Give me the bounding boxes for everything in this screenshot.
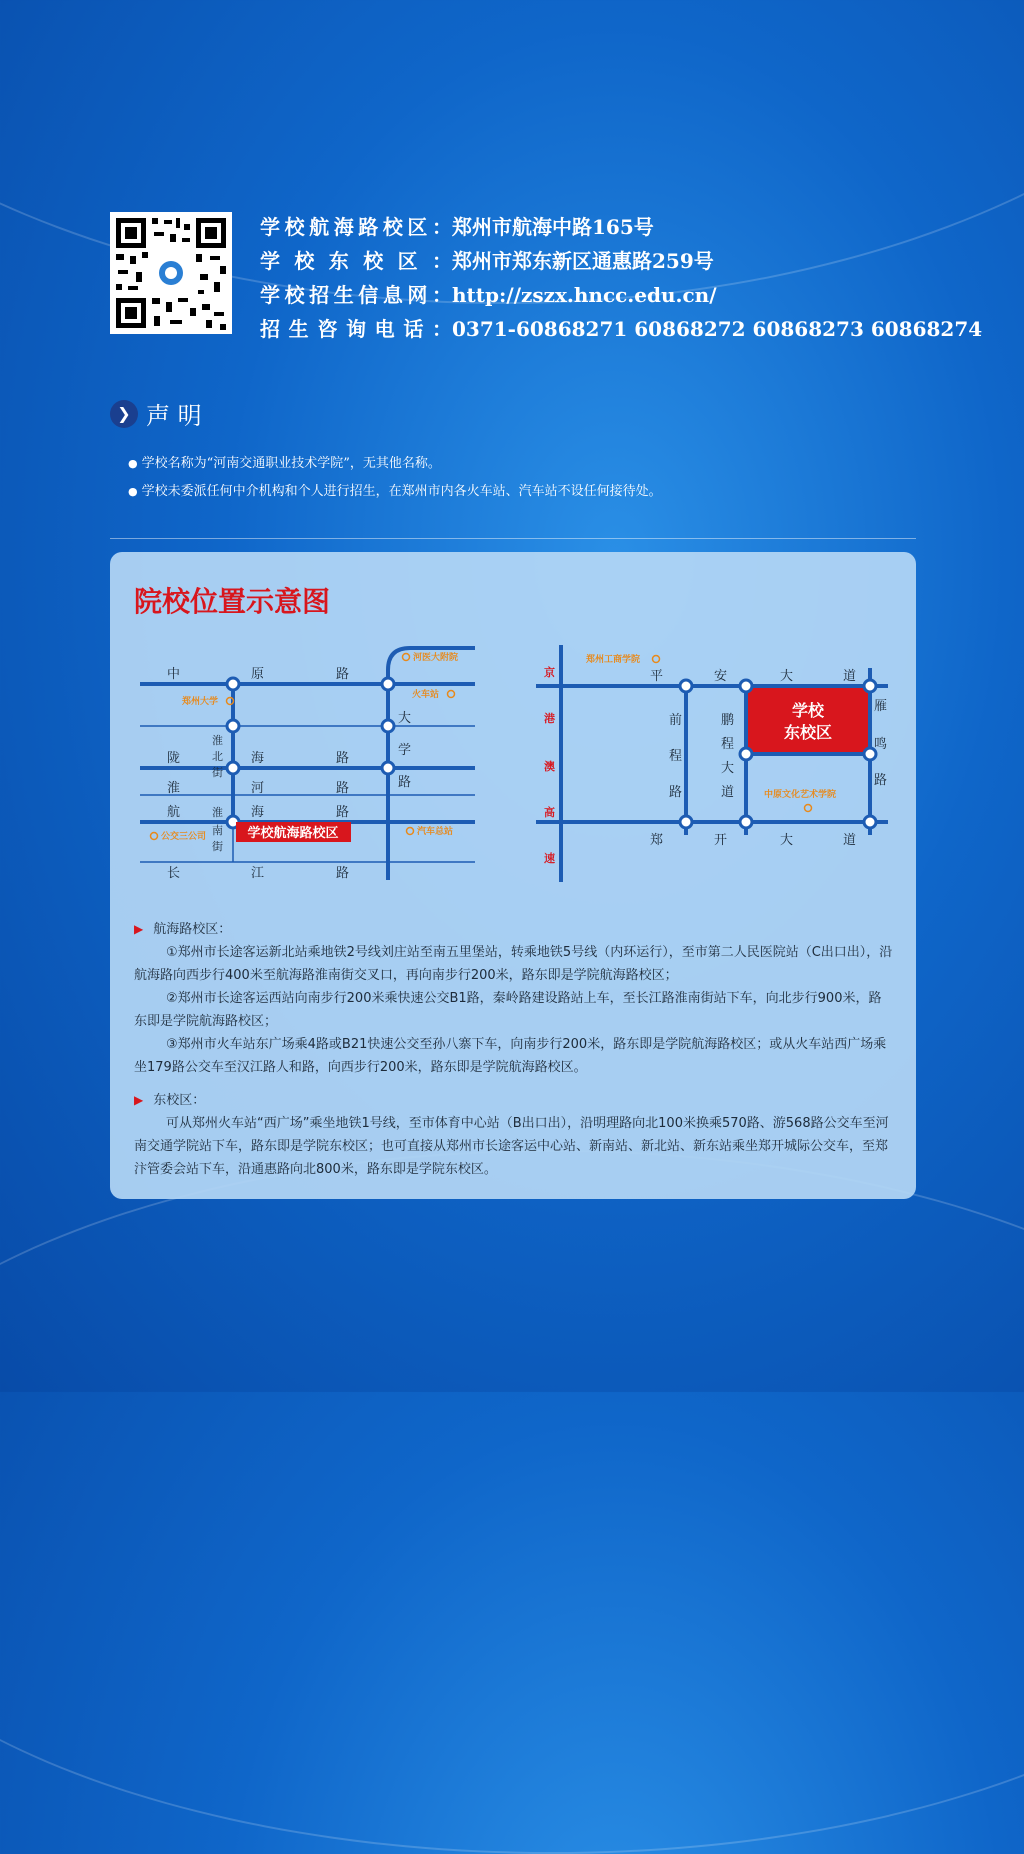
road-label: 路 <box>336 866 350 881</box>
road-label: 街 <box>212 766 223 779</box>
road-label: 路 <box>669 785 683 800</box>
contact-value-website[interactable]: http://zszx.hncc.edu.cn/ <box>452 283 717 307</box>
road-label: 高 <box>544 806 555 819</box>
directions-east <box>134 1089 894 1181</box>
road-label: 长 <box>167 866 181 881</box>
triangle-right-icon: ▶ <box>134 1093 144 1107</box>
road-label: 街 <box>212 840 223 853</box>
map-title: 院校位置示意图 <box>134 585 331 618</box>
road-label: 河 <box>251 781 265 796</box>
contact-row <box>260 312 982 346</box>
road-label: 路 <box>336 805 350 820</box>
road-label: 中 <box>167 667 181 682</box>
road-label: 速 <box>544 852 555 865</box>
directions-paragraph: ①郑州市长途客运新北站乘地铁2号线刘庄站至南五里堡站，转乘地铁5号线（内环运行），至市第二人民医院站（C出口出），沿航海路向西步行400米至航海路淮南街交叉口，再向南步行200米，路东即是学院航海路校区； <box>134 945 893 983</box>
triangle-right-icon: ▶ <box>134 922 144 936</box>
road-label: 港 <box>544 712 555 725</box>
road-label: 南 <box>212 824 223 837</box>
bullet-icon: ● <box>128 485 138 498</box>
road-label: 原 <box>251 667 265 682</box>
road-label: 郑 <box>650 833 664 848</box>
contact-label: 学校东校区： <box>260 249 452 273</box>
road-label: 大 <box>721 761 735 776</box>
road-label: 大 <box>398 711 412 726</box>
road-label: 北 <box>212 750 223 763</box>
road-label: 路 <box>398 775 412 790</box>
landmark-label: 中原文化艺术学院 <box>764 790 837 800</box>
road-label: 澳 <box>544 760 555 773</box>
directions-paragraph: ②郑州市长途客运西站向南步行200米乘快速公交B1路，秦岭路建设路站上车，至长江路淮南街站下车，向北步行900米，路东即是学院航海路校区； <box>134 991 882 1029</box>
road-label: 淮 <box>167 781 181 796</box>
contact-label: 招生咨询电话： <box>260 317 452 341</box>
contact-row <box>260 244 982 278</box>
road-label: 路 <box>336 781 350 796</box>
road-label: 学 <box>398 743 412 758</box>
contact-value: 郑州市郑东新区通惠路259号 <box>452 249 714 273</box>
contact-value: 郑州市航海中路165号 <box>452 215 654 239</box>
background-swoosh <box>0 1150 1024 1854</box>
road-label: 道 <box>721 785 735 800</box>
road-label: 江 <box>251 866 265 881</box>
road-label: 平 <box>650 669 664 684</box>
contact-label: 学校招生信息网： <box>260 283 452 307</box>
directions-hanghai <box>134 918 894 1079</box>
directions-paragraph: 可从郑州火车站“西广场”乘坐地铁1号线，至市体育中心站（B出口出），沿明理路向北100米换乘570路、游568路公交车至河南交通学院站下车，路东即是学院东校区；也可直接从郑州市长途客运中心站、新南站、新北站、新东站乘坐郑开城际公交车，至郑汴管委会站下车，沿通惠路向北800米，路东即是学院东校区。 <box>134 1116 889 1177</box>
east-campus-map <box>536 640 896 890</box>
road-label: 前 <box>669 713 683 728</box>
road-label: 道 <box>843 833 857 848</box>
road-label: 大 <box>780 833 794 848</box>
declaration-title: 声 明 <box>146 402 202 430</box>
directions-paragraph: ③郑州市火车站东广场乘4路或B21快速公交至孙八寨下车，向南步行200米，路东即是学院航海路校区；或从火车站西广场乘坐179路公交车至汉江路人和路，向西步行200米，路东即是学院航海路校区。 <box>134 1037 887 1075</box>
landmark-label: 公交三公司 <box>161 832 207 842</box>
qr-code <box>110 212 232 334</box>
landmark-label: 汽车总站 <box>417 827 454 837</box>
divider <box>110 538 916 539</box>
contact-row <box>260 210 982 244</box>
east-campus-marker <box>746 686 870 754</box>
declaration-item <box>128 480 662 499</box>
road-label: 路 <box>336 667 350 682</box>
directions-heading: ▶ 航海路校区： <box>134 922 232 937</box>
road-label: 淮 <box>212 806 223 819</box>
declaration-heading <box>110 396 202 431</box>
road-label: 海 <box>251 805 265 820</box>
contact-info <box>260 210 982 346</box>
landmark-label: 火车站 <box>412 690 440 700</box>
road-label: 陇 <box>167 751 181 766</box>
hanghai-campus-map <box>130 640 480 890</box>
chevron-right-icon: ❯ <box>110 400 138 428</box>
contact-value-phone: 0371-60868271 60868272 60868273 60868274 <box>452 317 983 341</box>
road-label: 程 <box>721 737 735 752</box>
bullet-icon: ● <box>128 457 138 470</box>
road-label: 海 <box>251 751 265 766</box>
road-label: 路 <box>874 773 888 788</box>
road-label: 雁 <box>874 699 888 714</box>
campus-label: 学校 <box>791 701 825 720</box>
road-label: 安 <box>714 669 728 684</box>
road-label: 鹏 <box>721 713 735 728</box>
declaration-text: 学校名称为“河南交通职业技术学院”，无其他名称。 <box>141 456 441 471</box>
campus-label: 学校航海路校区 <box>247 826 339 841</box>
road-label: 京 <box>544 666 555 679</box>
road-label: 鸣 <box>874 737 888 752</box>
road-label: 道 <box>843 669 857 684</box>
campus-label: 东校区 <box>783 723 833 742</box>
road-label: 大 <box>780 669 794 684</box>
road-label: 程 <box>669 749 683 764</box>
road-label: 开 <box>714 833 728 848</box>
road-label: 淮 <box>212 734 223 747</box>
directions-heading: ▶ 东校区： <box>134 1093 206 1108</box>
contact-label: 学校航海路校区： <box>260 215 452 239</box>
road-label: 路 <box>336 751 350 766</box>
declaration-item <box>128 452 441 471</box>
contact-row <box>260 278 982 312</box>
road-label: 航 <box>167 805 181 820</box>
landmark-label: 河医大附院 <box>413 653 459 663</box>
declaration-text: 学校未委派任何中介机构和个人进行招生，在郑州市内各火车站、汽车站不设任何接待处。 <box>141 484 662 499</box>
landmark-label: 郑州大学 <box>182 697 219 707</box>
landmark-label: 郑州工商学院 <box>586 655 641 665</box>
